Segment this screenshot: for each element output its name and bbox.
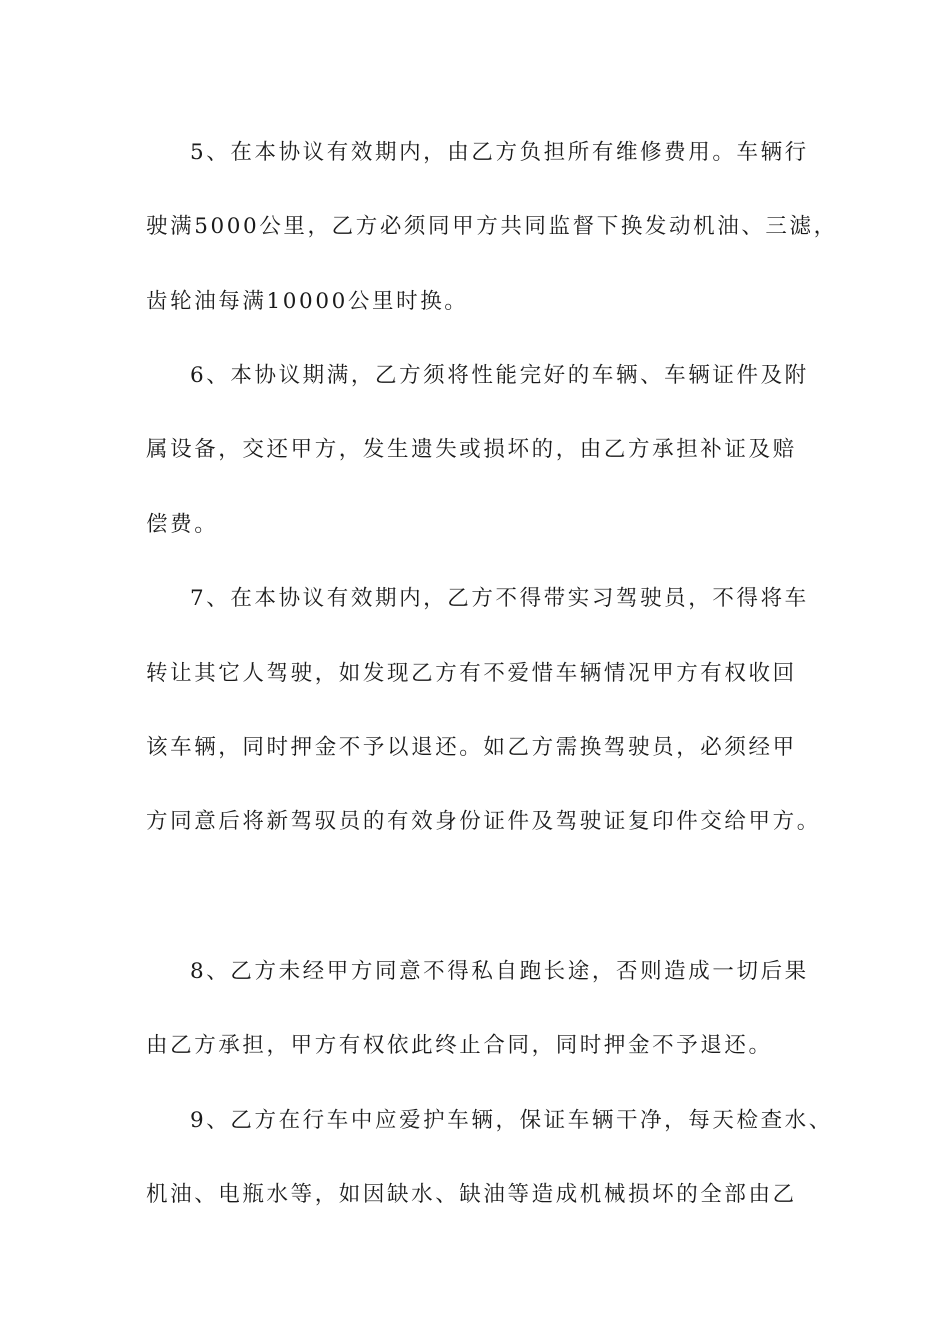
paragraph-6-line-2: 属设备，交还甲方，发生遗失或损坏的，由乙方承担补证及赔 xyxy=(146,437,797,462)
paragraph-8-line-2: 由乙方承担，甲方有权依此终止合同，同时押金不予退还。 xyxy=(146,1033,773,1058)
paragraph-6-line-3: 偿费。 xyxy=(146,512,219,537)
paragraph-5-line-1: 5、在本协议有效期内，由乙方负担所有维修费用。车辆行 xyxy=(190,140,809,165)
paragraph-5-line-2: 驶满5000公里，乙方必须同甲方共同监督下换发动机油、三滤， xyxy=(146,214,838,239)
paragraph-8-line-1: 8、乙方未经甲方同意不得私自跑长途，否则造成一切后果 xyxy=(190,959,809,984)
paragraph-9-line-1: 9、乙方在行车中应爱护车辆，保证车辆干净，每天检查水、 xyxy=(190,1108,833,1133)
paragraph-5-line-3: 齿轮油每满10000公里时换。 xyxy=(146,289,469,314)
paragraph-9-line-2: 机油、电瓶水等，如因缺水、缺油等造成机械损坏的全部由乙 xyxy=(146,1182,797,1207)
paragraph-6-line-1: 6、本协议期满，乙方须将性能完好的车辆、车辆证件及附 xyxy=(190,363,809,388)
paragraph-7-line-4: 方同意后将新驾驭员的有效身份证件及驾驶证复印件交给甲方。 xyxy=(146,809,821,834)
paragraph-7-line-2: 转让其它人驾驶，如发现乙方有不爱惜车辆情况甲方有权收回 xyxy=(146,661,797,686)
paragraph-7-line-1: 7、在本协议有效期内，乙方不得带实习驾驶员，不得将车 xyxy=(190,586,809,611)
paragraph-7-line-3: 该车辆，同时押金不予以退还。如乙方需换驾驶员，必须经甲 xyxy=(146,735,797,760)
